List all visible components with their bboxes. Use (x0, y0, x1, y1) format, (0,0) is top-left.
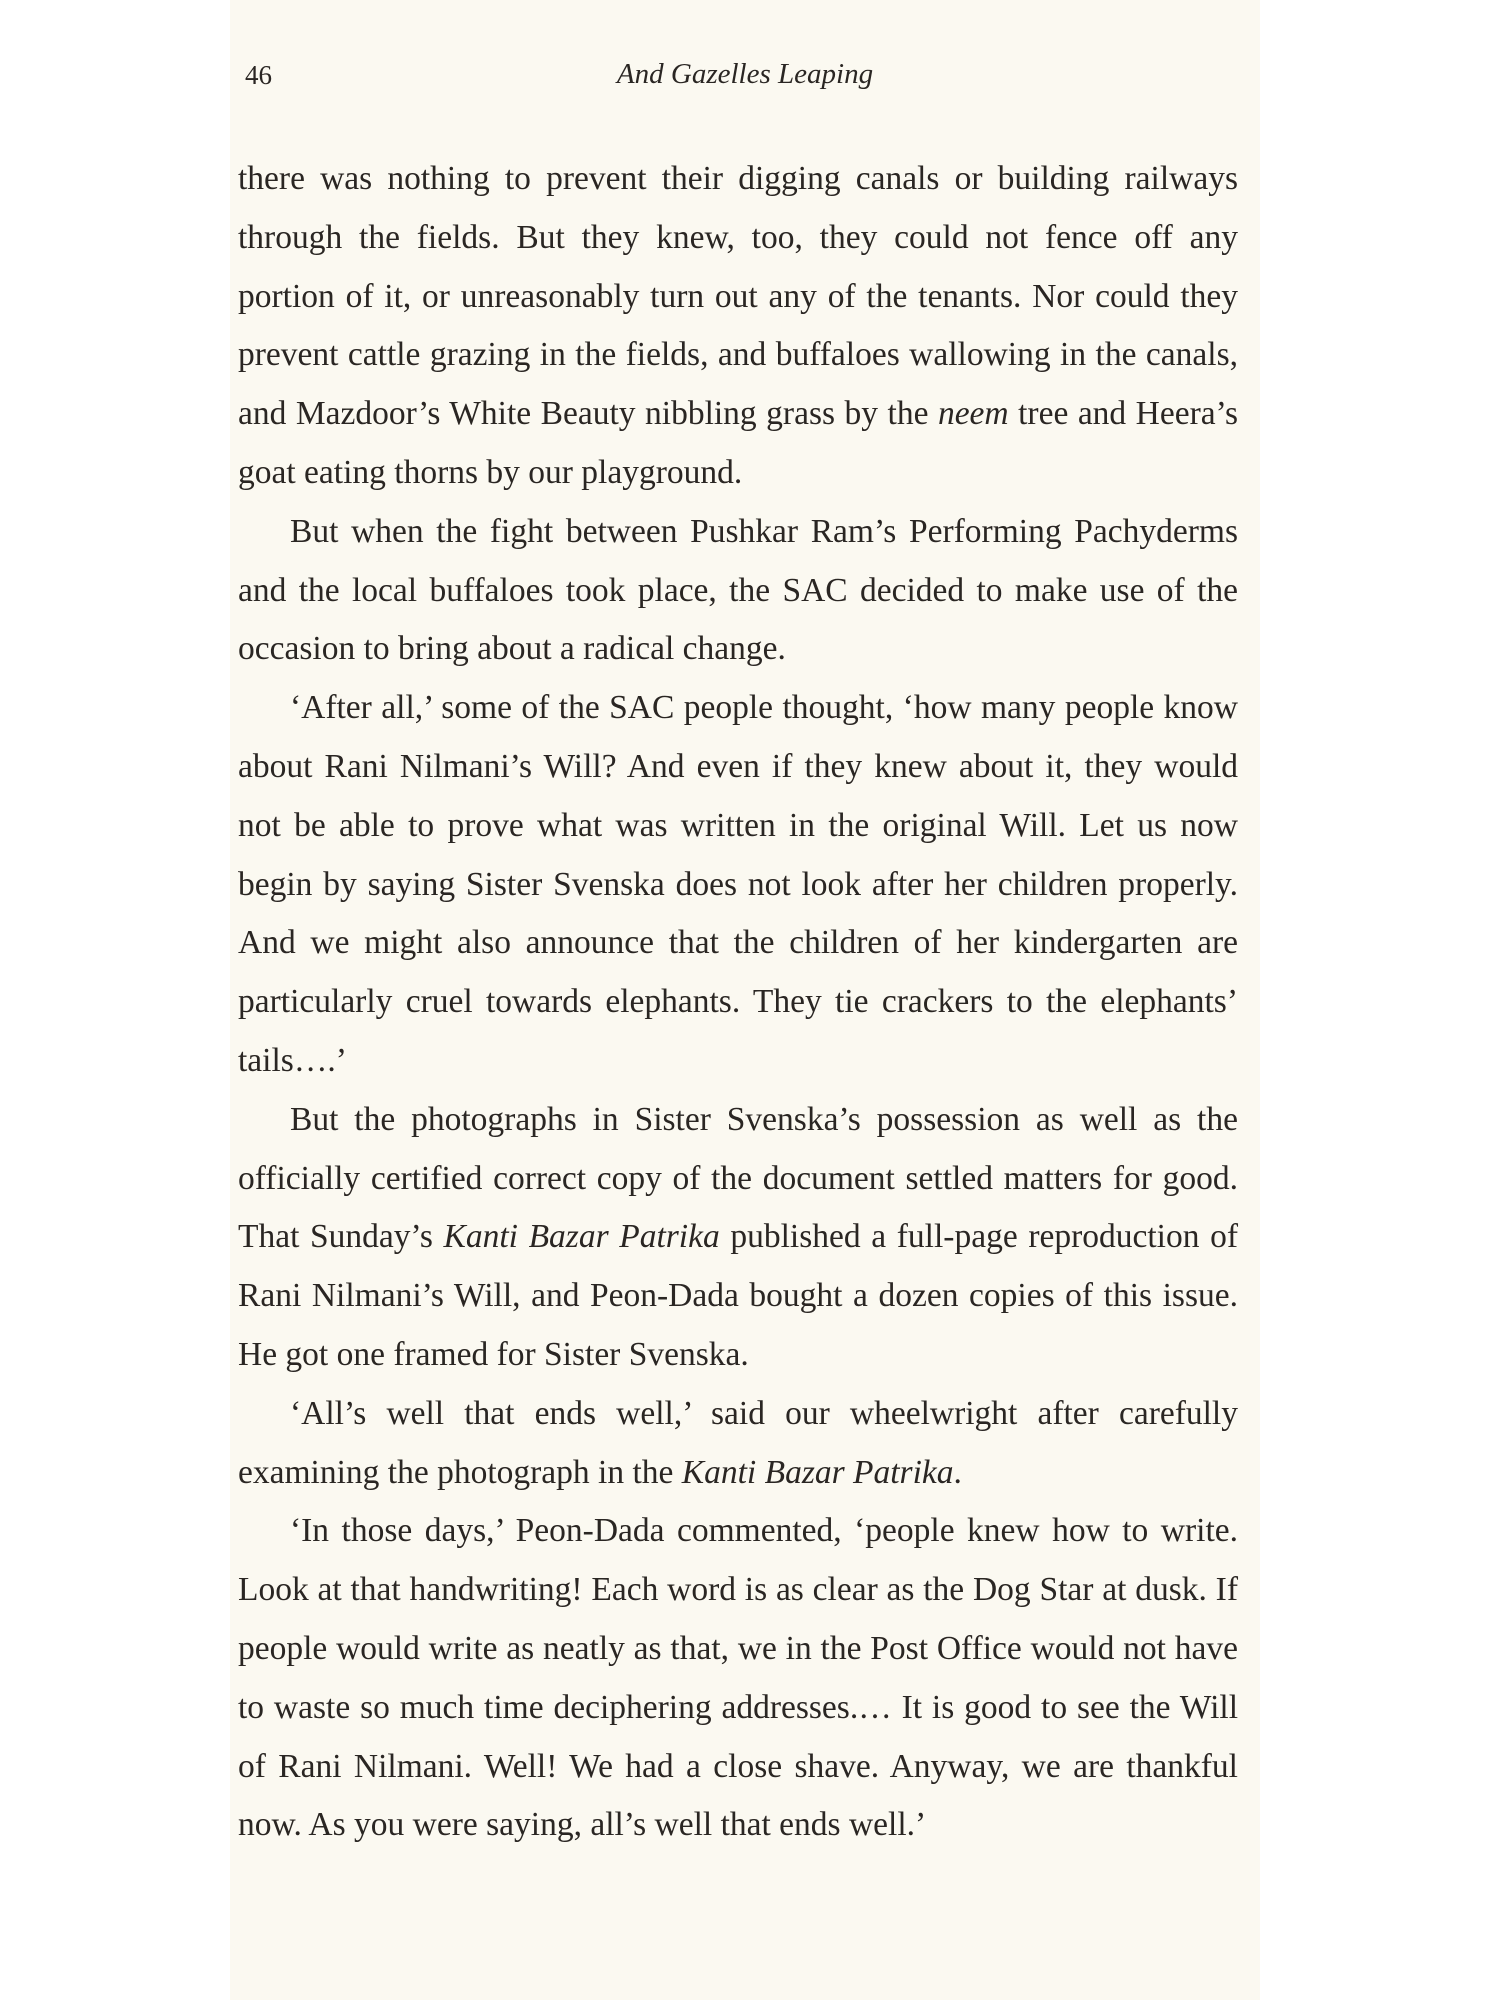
text-segment: ‘After all,’ some of the SAC people thought, ‘how many people know about Rani Nilmani’s Will? And even if they knew about it, they would not be able to prove what was written in the original Will. Let us now begin by saying Sister Svenska does not look after her children properly. And we might also announce that the children of her kindergarten are particularly cruel towards elephants. They tie crackers to the elephants’ tails….’ (238, 689, 1238, 1079)
text-segment-italic: neem (937, 395, 1009, 433)
text-segment: ‘All’s well that ends well,’ said our wheelwright after carefully examining the photograph in the (238, 1394, 1238, 1491)
paragraph-6 (238, 1502, 1238, 1855)
paragraph-3 (238, 679, 1238, 1091)
paragraph-4 (238, 1091, 1238, 1385)
page-header (230, 52, 1260, 102)
text-segment: But when the fight between Pushkar Ram’s Performing Pachyderms and the local buffaloes took place, the SAC decided to make use of the occasion to bring about a radical change. (238, 512, 1238, 668)
text-segment: But the photographs in Sister Svenska’s possession as well as the officially certified correct copy of the document settled matters for good. That Sunday’s (238, 1100, 1238, 1256)
body-text (238, 150, 1238, 1855)
page-number: 46 (245, 60, 272, 90)
paragraph-2 (238, 503, 1238, 679)
text-segment: published a full-page reproduction of Rani Nilmani’s Will, and Peon-Dada bought a dozen copies of this issue. He got one framed for Sister Svenska. (238, 1218, 1239, 1373)
text-segment: ‘In those days,’ Peon-Dada commented, ‘people knew how to write. Look at that handwriting! Each word is as clear as the Dog Star at dusk. If people would write as neatly as that, we in the Post Office would not have to waste so much time deciphering addresses.… It is good to see the Will of Rani Nilmani. Well! We had a close shave. Anyway, we are thankful now. As you were saying, all’s well that ends well.’ (238, 1512, 1238, 1844)
text-segment: . (953, 1453, 962, 1491)
text-segment: tree and Heera’s goat eating thorns by our playground. (238, 395, 1238, 491)
paragraph-5 (238, 1385, 1238, 1503)
text-segment-italic: Kanti Bazar Patrika (443, 1218, 720, 1256)
running-title: And Gazelles Leaping (616, 58, 874, 90)
paragraph-1 (238, 150, 1238, 503)
text-segment-italic: Kanti Bazar Patrika (681, 1453, 954, 1491)
text-segment: there was nothing to prevent their digging canals or building railways through the fields. But they knew, too, they could not fence off any portion of it, or unreasonably turn out any of the tenants. Nor could they prevent cattle grazing in the fields, and buffaloes wallowing in the canals, and Mazdoor’s White Beauty nibbling grass by the (238, 160, 1238, 433)
book-page (230, 0, 1260, 2000)
